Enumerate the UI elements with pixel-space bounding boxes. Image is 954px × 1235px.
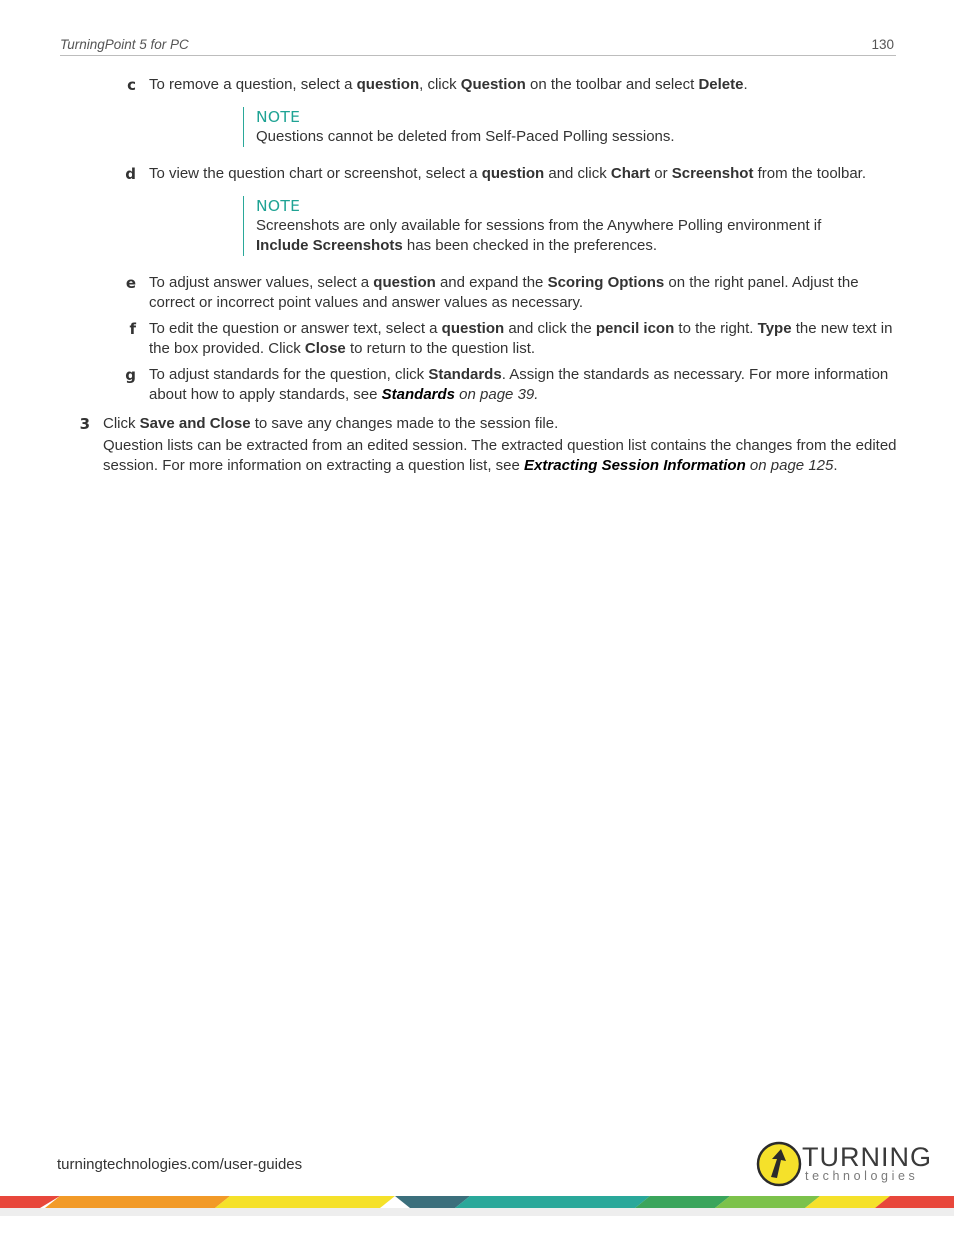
step-marker: d (125, 165, 136, 183)
step-marker: g (125, 366, 136, 384)
note-text (256, 236, 876, 256)
text-line (149, 365, 909, 385)
text-run: , click (419, 76, 461, 93)
bold-run: question (356, 76, 420, 93)
turning-arrow-logo-icon (756, 1141, 802, 1187)
note-box (243, 107, 876, 147)
text-line (149, 319, 909, 339)
step-marker: c (127, 76, 136, 94)
turning-technologies-logo (756, 1141, 931, 1187)
text-run: To adjust standards for the question, click (149, 366, 429, 383)
text-run: To edit the question or answer text, select a (149, 320, 442, 337)
text-run: To remove a question, select a (149, 76, 357, 93)
text-run: about how to apply standards, see (149, 386, 382, 403)
step-text (149, 319, 909, 359)
italic-run: on page 125 (745, 457, 834, 474)
italic-run: on page 39. (455, 386, 539, 403)
text-run: . Assign the standards as necessary. For more information (501, 366, 889, 383)
step-text (149, 75, 899, 95)
page-header (60, 37, 896, 56)
text-run: has been checked in the preferences. (402, 237, 658, 254)
footer-url-link[interactable]: turningtechnologies.com/user-guides (57, 1156, 303, 1173)
bold-run: Screenshot (671, 165, 754, 182)
text-run: to the right. (674, 320, 758, 337)
step-text (149, 164, 909, 184)
text-run: and expand the (435, 274, 548, 291)
text-line: correct or incorrect point values and answer values as necessary. (149, 294, 584, 311)
bold-run: question (441, 320, 505, 337)
bold-run: question (481, 165, 545, 182)
text-run: from the toolbar. (753, 165, 867, 182)
text-run: the new text in (791, 320, 893, 337)
logo-subtitle: technologies (805, 1169, 919, 1183)
text-line: Question lists can be extracted from an edited session. The extracted question list contains the changes from the edited (103, 437, 897, 454)
logo-wordmark: TURNING (802, 1142, 932, 1172)
bold-run: Save and Close (139, 415, 251, 432)
page-number: 130 (871, 37, 894, 52)
text-run: to return to the question list. (345, 340, 536, 357)
text-line (149, 273, 909, 293)
text-line (149, 339, 909, 359)
bold-run: Delete (698, 76, 744, 93)
text-run: and click the (504, 320, 596, 337)
step-text (103, 414, 903, 476)
document-title: TurningPoint 5 for PC (60, 37, 189, 52)
note-label: NOTE (256, 197, 301, 215)
text-run: on the right panel. Adjust the (664, 274, 859, 291)
text-run: session. For more information on extracting a question list, see (103, 457, 525, 474)
step-marker: 3 (79, 415, 90, 433)
note-text: Questions cannot be deleted from Self-Paced Polling sessions. (256, 128, 675, 145)
bold-run: pencil icon (595, 320, 675, 337)
text-run: on the toolbar and select (525, 76, 699, 93)
bold-run: Standards (428, 366, 502, 383)
bold-run: Type (757, 320, 792, 337)
bold-run: Chart (610, 165, 651, 182)
footer-color-bar (0, 1196, 954, 1216)
text-line (103, 456, 903, 476)
text-run: the box provided. Click (149, 340, 305, 357)
bold-run: question (373, 274, 436, 291)
text-run: or (650, 165, 672, 182)
link-standards[interactable]: Standards (381, 386, 456, 403)
text-run: and click (544, 165, 611, 182)
step-marker: e (125, 274, 136, 292)
text-run: Click (103, 415, 140, 432)
text-line (103, 414, 903, 434)
step-marker: f (129, 320, 136, 338)
text-run: To adjust answer values, select a (149, 274, 374, 291)
bold-run: Scoring Options (547, 274, 665, 291)
text-run: . (833, 457, 838, 474)
bold-run: Close (304, 340, 346, 357)
note-label: NOTE (256, 108, 301, 126)
note-text: Screenshots are only available for sessions from the Anywhere Polling environment if (256, 217, 822, 234)
text-run: to save any changes made to the session file. (250, 415, 559, 432)
bold-run: Include Screenshots (256, 237, 403, 254)
bold-run: Question (460, 76, 526, 93)
text-run: . (743, 76, 748, 93)
step-text (149, 365, 909, 405)
text-run: To view the question chart or screenshot, select a (149, 165, 482, 182)
step-text (149, 273, 909, 313)
link-extracting-session-information[interactable]: Extracting Session Information (524, 457, 746, 474)
text-line (149, 385, 909, 405)
note-box (243, 196, 876, 256)
